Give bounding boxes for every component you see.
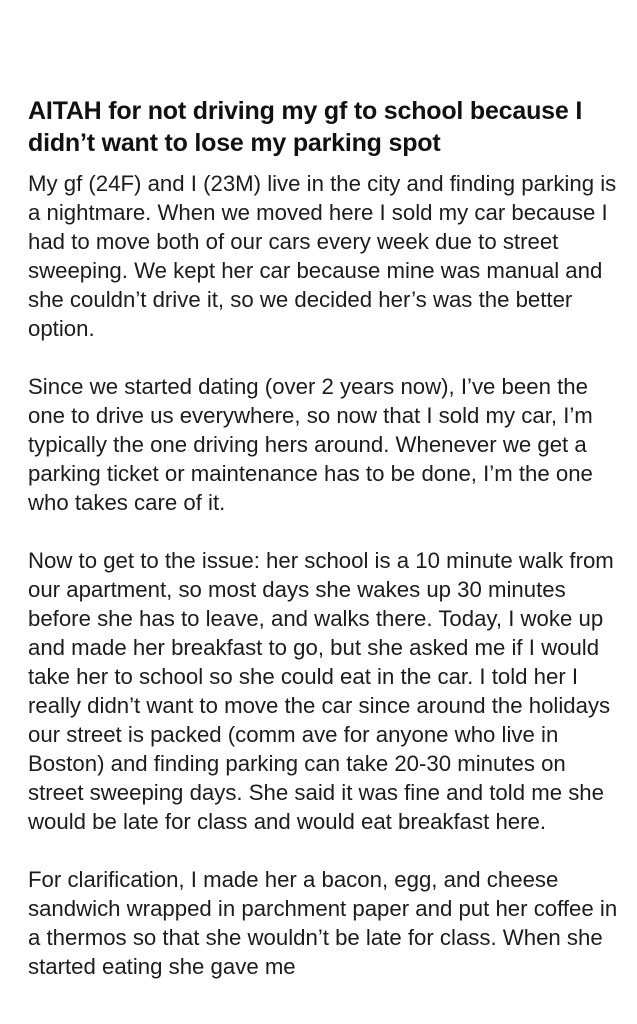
post xyxy=(28,95,618,1010)
post-body xyxy=(28,169,618,981)
post-paragraph: Now to get to the issue: her school is a 10 minute walk from our apartment, so most days she wakes up 30 minutes before she has to leave, and walks there. Today, I woke up and made her breakfast to go, but she asked me if I would take her to school so she could eat in the car. I told her I really didn’t want to move the car since around the holidays our street is packed (comm ave for anyone who live in Boston) and finding parking can take 20-30 minutes on street sweeping days. She said it was fine and told me she would be late for class and would eat breakfast here. xyxy=(28,548,614,834)
post-paragraph: My gf (24F) and I (23M) live in the city and finding parking is a nightmare. When we moved here I sold my car because I had to move both of our cars every week due to street sweeping. We kept her car because mine was manual and she couldn’t drive it, so we decided her’s was the better option. xyxy=(28,171,617,341)
post-title: AITAH for not driving my gf to school because I didn’t want to lose my parking spot xyxy=(28,97,583,157)
post-paragraph: For clarification, I made her a bacon, egg, and cheese sandwich wrapped in parchment paper and put her coffee in a thermos so that she wouldn’t be late for class. When she started eating she gave me xyxy=(28,867,618,979)
post-paragraph: Since we started dating (over 2 years now), I’ve been the one to drive us everywhere, so now that I sold my car, I’m typically the one driving hers around. Whenever we get a parking ticket or maintenance has to be done, I’m the one who takes care of it. xyxy=(28,374,593,515)
top-bar xyxy=(0,0,637,80)
